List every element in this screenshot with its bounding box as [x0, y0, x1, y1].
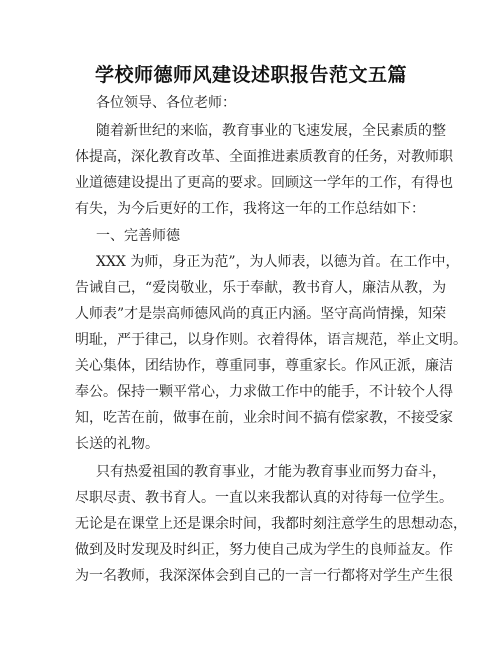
text-line: 长送的礼物。: [75, 436, 159, 452]
text-line: 奉公。保持一颗平常心，力求做工作中的能手，不计较个人得: [75, 384, 453, 400]
text-line: XXX 为师，身正为范”，为人师表，以德为首。在工作中，: [96, 254, 460, 270]
text-line: 人师表”才是崇高师德风尚的真正内涵。坚守高尚情操，知荣: [75, 306, 447, 322]
document-title: 学校师德师风建设述职报告范文五篇: [94, 64, 407, 86]
text-line: 体提高，深化教育改革、全面推进素质教育的任务，对教师职: [75, 149, 453, 165]
text-line: 尽职尽责、教书育人。一直以来我都认真的对待每一位学生。: [75, 490, 453, 506]
text-line: 做到及时发现及时纠正，努力使自己成为学生的良师益友。作: [75, 542, 453, 558]
text-line: 为一名教师，我深深体会到自己的一言一行都将对学生产生很: [75, 568, 453, 584]
section-heading: 一、完善师德: [96, 228, 180, 244]
text-line: 关心集体，团结协作，尊重同事，尊重家长。作风正派，廉洁: [75, 358, 453, 374]
text-line: 只有热爱祖国的教育事业，才能为教育事业而努力奋斗，: [96, 464, 446, 480]
text-line: 各位领导、各位老师：: [96, 95, 236, 111]
text-line: 明耻，严于律己，以身作则。衣着得体，语言规范，举止文明。: [75, 332, 467, 348]
text-line: 有失，为今后更好的工作，我将这一年的工作总结如下：: [75, 201, 425, 217]
text-line: 随着新世纪的来临，教育事业的飞速发展，全民素质的整: [96, 123, 446, 139]
text-line: 知，吃苦在前，做事在前，业余时间不搞有偿家教，不接受家: [75, 410, 453, 426]
text-line: 业道德建设提出了更高的要求。回顾这一学年的工作，有得也: [75, 175, 453, 191]
text-line: 无论是在课堂上还是课余时间，我都时刻注意学生的思想动态，: [75, 516, 467, 532]
text-line: 告诫自己，“爱岗敬业，乐于奉献，教书育人，廉洁从教，为: [75, 280, 447, 296]
